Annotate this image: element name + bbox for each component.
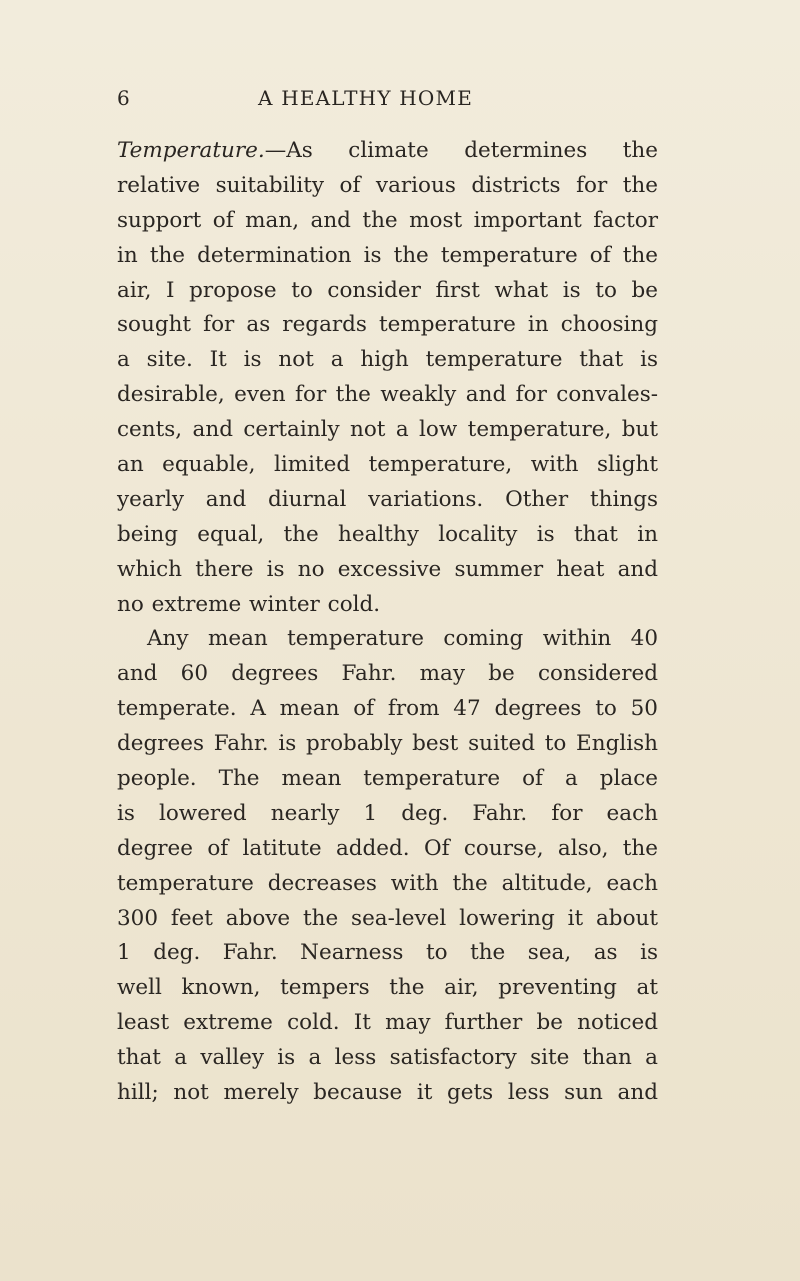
text-line: temperate. A mean of from 47 degrees to 50 bbox=[117, 696, 658, 722]
text-line: least extreme cold. It may further be noticed bbox=[117, 1010, 658, 1036]
paragraph-mean-temperature bbox=[117, 622, 658, 1110]
text-line: degrees Fahr. is probably best suited to English bbox=[117, 731, 658, 757]
text-line: being equal, the healthy locality is that in bbox=[117, 521, 658, 547]
text-line: 300 feet above the sea-level lowering it about bbox=[117, 905, 658, 931]
text-line: hill; not merely because it gets less sun and bbox=[117, 1080, 658, 1106]
text-line: desirable, even for the weakly and for convales- bbox=[117, 382, 658, 408]
text-line: relative suitability of various districts for the bbox=[117, 172, 658, 198]
text-line: an equable, limited temperature, with slight bbox=[117, 452, 658, 478]
text-line: 1 deg. Fahr. Nearness to the sea, as is bbox=[117, 940, 658, 966]
running-head bbox=[0, 86, 800, 110]
text-line: and 60 degrees Fahr. may be considered bbox=[117, 661, 658, 687]
text-line: is lowered nearly 1 deg. Fahr. for each bbox=[117, 800, 658, 826]
text-line: that a valley is a less satisfactory site than a bbox=[117, 1045, 658, 1071]
section-heading: Temperature. bbox=[117, 138, 265, 163]
text-line: people. The mean temperature of a place bbox=[117, 766, 658, 792]
text-line: air, I propose to consider first what is to be bbox=[117, 277, 658, 303]
text-line: support of man, and the most important factor bbox=[117, 207, 658, 233]
text-line: no extreme winter cold. bbox=[117, 591, 381, 617]
text-line: degree of latitute added. Of course, also, the bbox=[117, 835, 658, 861]
text-line bbox=[117, 134, 658, 169]
page-number: 6 bbox=[117, 86, 131, 110]
text-line: Any mean temperature coming within 40 bbox=[147, 626, 658, 652]
text-line: yearly and diurnal variations. Other things bbox=[117, 486, 658, 512]
paragraph-temperature bbox=[117, 134, 658, 622]
body-text bbox=[117, 134, 658, 1111]
text-line: in the determination is the temperature of the bbox=[117, 242, 658, 268]
text-line: cents, and certainly not a low temperature, but bbox=[117, 417, 658, 443]
text-line: a site. It is not a high temperature that is bbox=[117, 347, 658, 373]
text-line: which there is no excessive summer heat and bbox=[117, 556, 658, 582]
text-line: well known, tempers the air, preventing at bbox=[117, 975, 658, 1001]
text-line-content: —As climate determines the bbox=[264, 138, 658, 163]
text-line: sought for as regards temperature in choosing bbox=[117, 312, 658, 338]
text-line: temperature decreases with the altitude, each bbox=[117, 870, 658, 896]
running-title: A HEALTHY HOME bbox=[258, 86, 473, 110]
